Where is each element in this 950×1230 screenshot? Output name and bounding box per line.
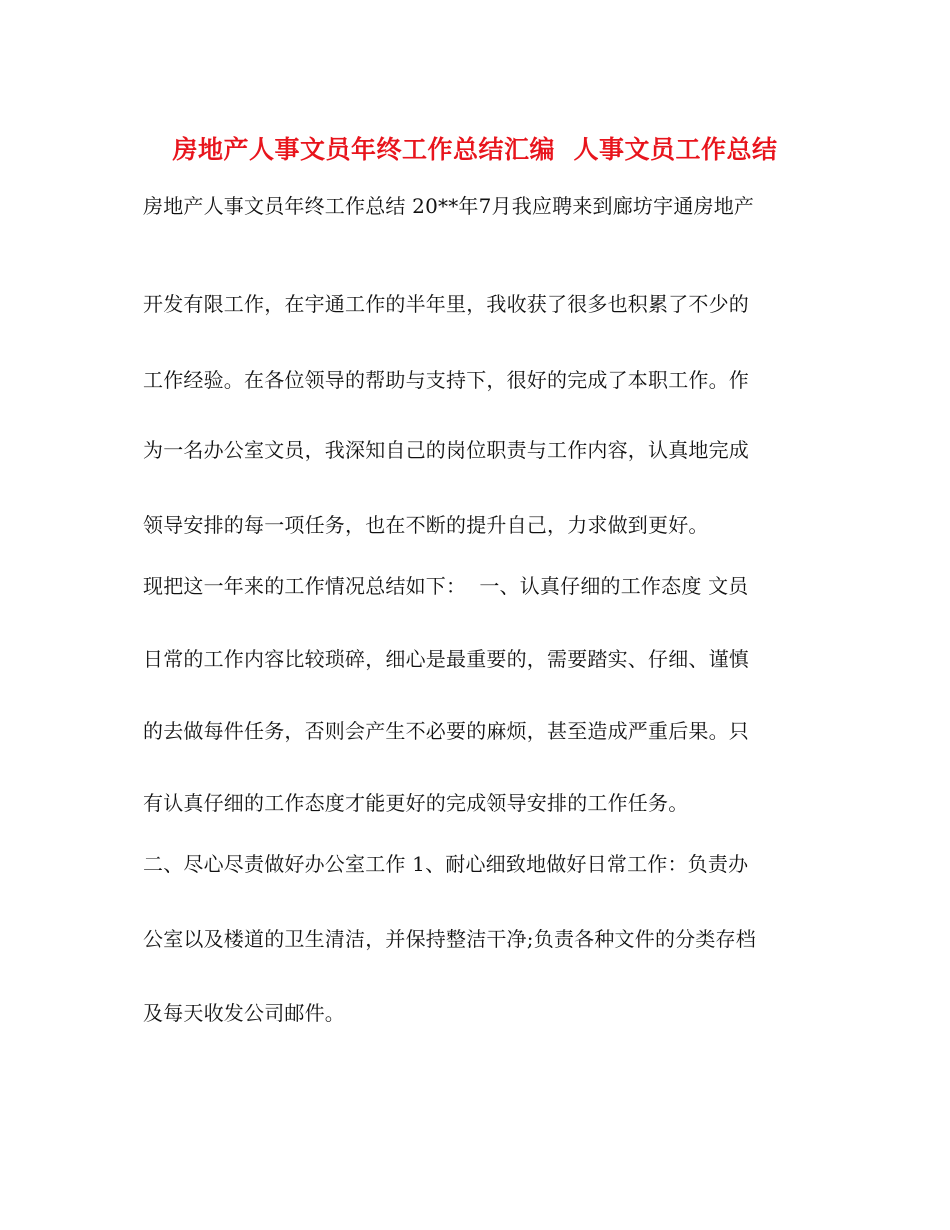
paragraph-line: 为一名办公室文员，我深知自己的岗位职责与工作内容，认真地完成: [143, 438, 749, 462]
paragraph-line: 二、尽心尽责做好办公室工作 1、耐心细致地做好日常工作：负责办: [143, 852, 749, 876]
document-title: 房地产人事文员年终工作总结汇编 人事文员工作总结: [172, 135, 778, 164]
paragraph-line: 的去做每件任务，否则会产生不必要的麻烦，甚至造成严重后果。只: [143, 719, 749, 743]
paragraph-line: 领导安排的每一项任务，也在不断的提升自己，力求做到更好。: [143, 513, 709, 537]
paragraph-line: 开发有限工作，在宇通工作的半年里，我收获了很多也积累了不少的: [143, 292, 749, 316]
paragraph-line: 现把这一年来的工作情况总结如下： 一、认真仔细的工作态度 文员: [143, 574, 749, 598]
paragraph-line: 工作经验。在各位领导的帮助与支持下，很好的完成了本职工作。作: [143, 368, 749, 392]
paragraph-line: 及每天收发公司邮件。: [143, 1001, 345, 1025]
paragraph-line: 有认真仔细的工作态度才能更好的完成领导安排的工作任务。: [143, 791, 689, 815]
paragraph-line: 日常的工作内容比较琐碎，细心是最重要的，需要踏实、仔细、谨慎: [143, 647, 749, 671]
paragraph-line: 房地产人事文员年终工作总结 20**年7月我应聘来到廊坊宇通房地产: [143, 194, 755, 218]
paragraph-line: 公室以及楼道的卫生清洁，并保持整洁干净;负责各种文件的分类存档: [143, 927, 756, 951]
